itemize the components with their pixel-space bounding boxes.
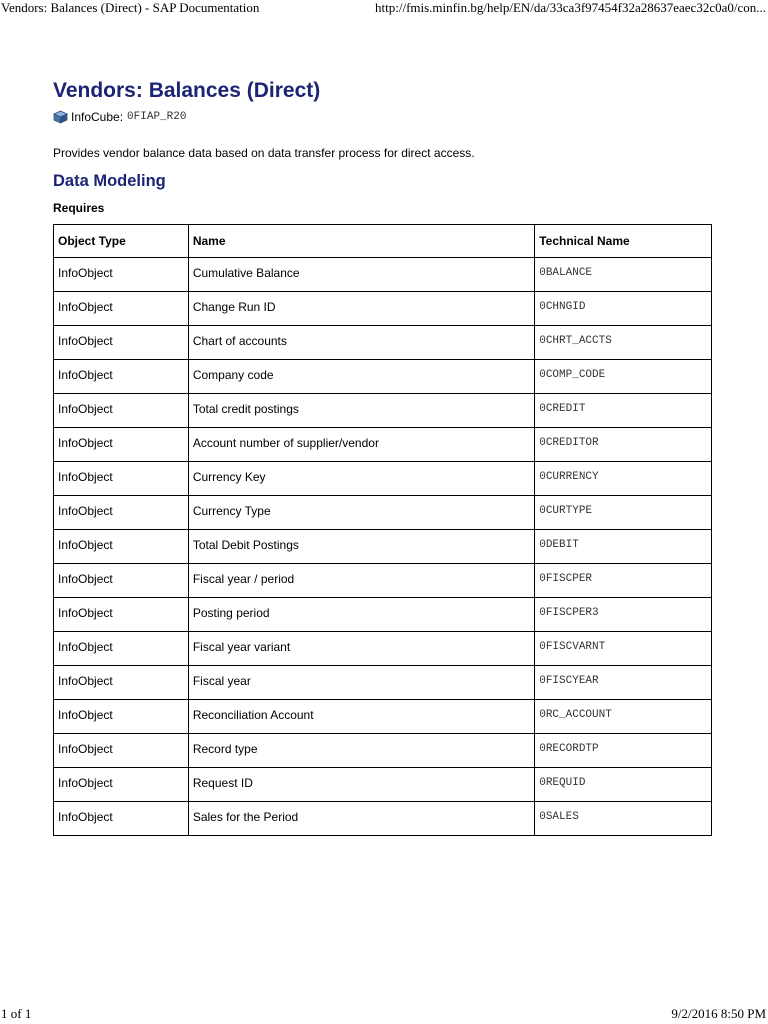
cell-technical-name: 0CURTYPE <box>535 496 712 530</box>
cell-name: Total credit postings <box>188 394 534 428</box>
table-row <box>54 632 712 666</box>
description-text: Provides vendor balance data based on data transfer process for direct access. <box>53 146 475 160</box>
column-header-technical-name: Technical Name <box>535 225 712 258</box>
cell-object-type: InfoObject <box>54 666 189 700</box>
table-row <box>54 666 712 700</box>
cell-technical-name: 0FISCPER3 <box>535 598 712 632</box>
table-row <box>54 598 712 632</box>
cell-name: Fiscal year variant <box>188 632 534 666</box>
cell-object-type: InfoObject <box>54 258 189 292</box>
cell-technical-name: 0FISCYEAR <box>535 666 712 700</box>
table-row <box>54 258 712 292</box>
cell-name: Change Run ID <box>188 292 534 326</box>
table-row <box>54 564 712 598</box>
cell-technical-name: 0CREDIT <box>535 394 712 428</box>
cell-name: Total Debit Postings <box>188 530 534 564</box>
infocube-label: InfoCube: <box>71 110 124 124</box>
requires-label: Requires <box>53 201 105 215</box>
section-title-data-modeling: Data Modeling <box>53 172 166 190</box>
table-row <box>54 292 712 326</box>
cell-name: Chart of accounts <box>188 326 534 360</box>
print-header-url: http://fmis.minfin.bg/help/EN/da/33ca3f97454f32a28637eaec32c0a0/con... <box>375 0 766 15</box>
document-content <box>53 76 713 836</box>
table-row <box>54 360 712 394</box>
cell-name: Sales for the Period <box>188 802 534 836</box>
cell-name: Currency Type <box>188 496 534 530</box>
cell-name: Company code <box>188 360 534 394</box>
cell-technical-name: 0CHRT_ACCTS <box>535 326 712 360</box>
table-row <box>54 530 712 564</box>
print-footer-datetime: 9/2/2016 8:50 PM <box>671 1006 766 1021</box>
table-row <box>54 326 712 360</box>
cell-object-type: InfoObject <box>54 462 189 496</box>
cell-object-type: InfoObject <box>54 496 189 530</box>
cube-icon <box>53 110 68 124</box>
cell-object-type: InfoObject <box>54 394 189 428</box>
table-header-row <box>54 225 712 258</box>
cell-technical-name: 0CHNGID <box>535 292 712 326</box>
table-row <box>54 700 712 734</box>
cell-technical-name: 0RC_ACCOUNT <box>535 700 712 734</box>
cell-technical-name: 0CREDITOR <box>535 428 712 462</box>
cell-object-type: InfoObject <box>54 564 189 598</box>
cell-technical-name: 0SALES <box>535 802 712 836</box>
cell-name: Cumulative Balance <box>188 258 534 292</box>
cell-object-type: InfoObject <box>54 292 189 326</box>
cell-name: Request ID <box>188 768 534 802</box>
cell-technical-name: 0COMP_CODE <box>535 360 712 394</box>
infocube-line <box>53 107 713 127</box>
cell-technical-name: 0CURRENCY <box>535 462 712 496</box>
table-row <box>54 768 712 802</box>
print-header-title: Vendors: Balances (Direct) - SAP Documentation <box>1 0 260 15</box>
cell-name: Currency Key <box>188 462 534 496</box>
table-row <box>54 428 712 462</box>
page-title: Vendors: Balances (Direct) <box>53 79 321 102</box>
cell-name: Record type <box>188 734 534 768</box>
table-row <box>54 462 712 496</box>
requires-table <box>53 224 712 836</box>
cell-name: Account number of supplier/vendor <box>188 428 534 462</box>
cell-name: Reconciliation Account <box>188 700 534 734</box>
table-row <box>54 802 712 836</box>
cell-technical-name: 0BALANCE <box>535 258 712 292</box>
column-header-object-type: Object Type <box>54 225 189 258</box>
cell-technical-name: 0DEBIT <box>535 530 712 564</box>
table-row <box>54 394 712 428</box>
cell-object-type: InfoObject <box>54 530 189 564</box>
cell-object-type: InfoObject <box>54 700 189 734</box>
cell-object-type: InfoObject <box>54 360 189 394</box>
cell-object-type: InfoObject <box>54 632 189 666</box>
cell-object-type: InfoObject <box>54 734 189 768</box>
cell-object-type: InfoObject <box>54 326 189 360</box>
infocube-technical-name: 0FIAP_R20 <box>127 111 187 123</box>
table-row <box>54 734 712 768</box>
cell-object-type: InfoObject <box>54 598 189 632</box>
table-row <box>54 496 712 530</box>
cell-name: Fiscal year / period <box>188 564 534 598</box>
cell-name: Fiscal year <box>188 666 534 700</box>
cell-name: Posting period <box>188 598 534 632</box>
cell-object-type: InfoObject <box>54 768 189 802</box>
cell-technical-name: 0REQUID <box>535 768 712 802</box>
cell-technical-name: 0RECORDTP <box>535 734 712 768</box>
cell-technical-name: 0FISCVARNT <box>535 632 712 666</box>
cell-object-type: InfoObject <box>54 802 189 836</box>
cell-technical-name: 0FISCPER <box>535 564 712 598</box>
print-footer-page: 1 of 1 <box>1 1006 32 1021</box>
cell-object-type: InfoObject <box>54 428 189 462</box>
column-header-name: Name <box>188 225 534 258</box>
